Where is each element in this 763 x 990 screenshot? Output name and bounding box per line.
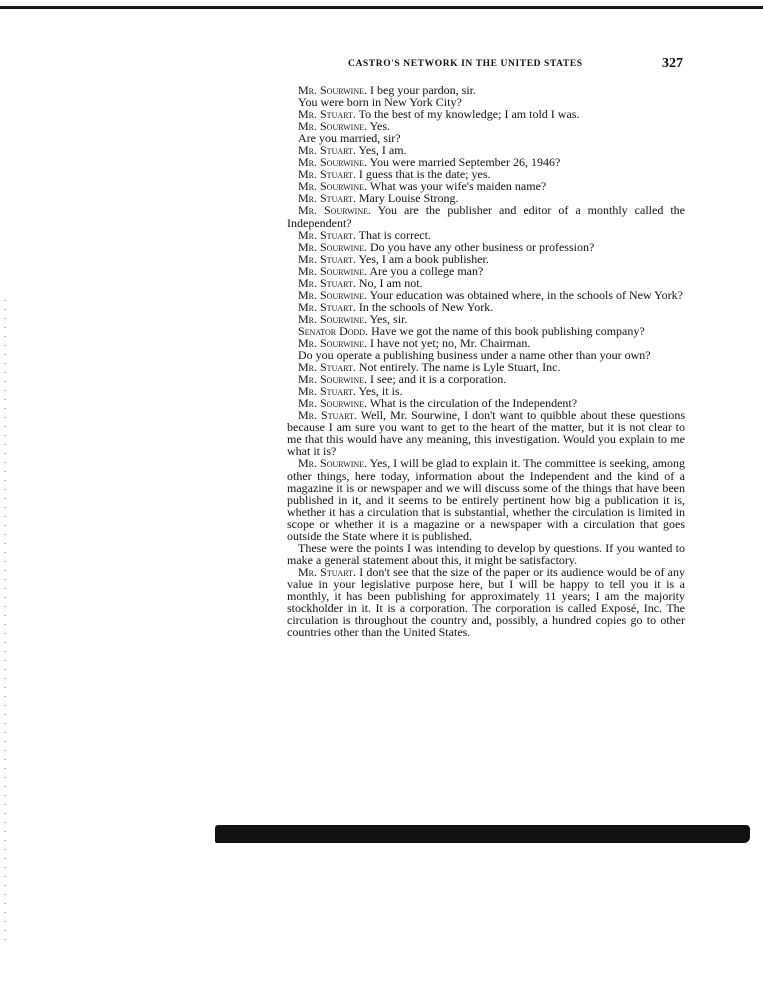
speaker-name: Mr. Sourwine. xyxy=(298,119,368,134)
paragraph-text: Are you a college man? xyxy=(369,263,484,278)
running-head: CASTRO'S NETWORK IN THE UNITED STATES xyxy=(348,59,583,69)
paragraph-text: Well, Mr. Sourwine, I don't want to quibble about these questions because I am sure you want to get to the heart of the matter, but it is not clear to me that this would have any meaning, this investigation. Would you explain to me what it is? xyxy=(287,408,686,459)
paragraph-text: Mary Louise Strong. xyxy=(358,191,459,206)
transcript-body xyxy=(287,84,685,638)
paragraph-text: To the best of my knowledge; I am told I was. xyxy=(358,107,580,122)
speaker-name: Senator Dodd. xyxy=(298,323,369,338)
paragraph-text: You were married September 26, 1946? xyxy=(369,155,561,170)
transcript-paragraph xyxy=(287,457,685,541)
speaker-name: Mr. Stuart. xyxy=(298,408,357,423)
speaker-name: Mr. Sourwine. xyxy=(298,155,368,170)
transcript-paragraph xyxy=(287,542,685,566)
paragraph-text: I don't see that the size of the paper or its audience would be of any value in your legislative purpose here, but I will be happy to tell you it is a monthly, it has been publishing for approximately 11 years; I am the majority stockholder in it. It is a corporation. The corporation is called Exposé, Inc. The circulation is throughout the country and, possibly, a hundred copies go to other countries other than the United States. xyxy=(287,564,685,640)
paragraph-text: Not entirely. The name is Lyle Stuart, Inc. xyxy=(358,360,561,375)
speaker-name: Mr. Sourwine. xyxy=(298,372,368,387)
paragraph-text: What is the circulation of the Independent? xyxy=(369,396,578,411)
paragraph-text: I guess that is the date; yes. xyxy=(358,167,491,182)
speaker-name: Mr. Stuart. xyxy=(298,564,357,579)
paragraph-text: Are you married, sir? xyxy=(298,131,401,146)
paragraph-text: No, I am not. xyxy=(358,275,423,290)
speaker-name: Mr. Stuart. xyxy=(298,143,356,158)
speaker-name: Mr. Stuart. xyxy=(298,360,356,375)
speaker-name: Mr. Stuart. xyxy=(298,107,356,122)
page-header xyxy=(348,56,683,74)
paragraph-text: I have not yet; no, Mr. Chairman. xyxy=(370,335,531,350)
margin-dots xyxy=(4,300,6,940)
paragraph-text: Yes, I am. xyxy=(358,143,407,158)
speaker-name: Mr. Sourwine. xyxy=(298,263,368,278)
transcript-paragraph xyxy=(287,409,685,457)
speaker-name: Mr. Sourwine. xyxy=(298,239,368,254)
speaker-name: Mr. Stuart. xyxy=(298,299,356,314)
speaker-name: Mr. Stuart. xyxy=(298,167,356,182)
paragraph-text: Do you operate a publishing business under a name other than your own? xyxy=(298,348,651,363)
paragraph-text: Have we got the name of this book publishing company? xyxy=(371,323,645,338)
paragraph-text: That is correct. xyxy=(358,227,431,242)
transcript-paragraph xyxy=(287,204,685,228)
speaker-name: Mr. Stuart. xyxy=(298,275,356,290)
speaker-name: Mr. Sourwine. xyxy=(298,83,368,97)
paragraph-text: In the schools of New York. xyxy=(358,299,494,314)
top-rule xyxy=(0,6,763,9)
paragraph-text: Do you have any other business or profession? xyxy=(370,239,595,254)
speaker-name: Mr. Sourwine. xyxy=(298,396,368,411)
speaker-name: Mr. Sourwine. xyxy=(298,335,368,350)
paragraph-text: I see; and it is a corporation. xyxy=(370,372,507,387)
speaker-name: Mr. Sourwine. xyxy=(298,287,368,302)
paragraph-text: Yes, sir. xyxy=(369,311,408,326)
paragraph-text: I beg your pardon, sir. xyxy=(370,83,476,97)
speaker-name: Mr. Sourwine. xyxy=(298,203,372,218)
speaker-name: Mr. Stuart. xyxy=(298,191,356,206)
transcript-paragraph xyxy=(287,566,685,638)
speaker-name: Mr. Stuart. xyxy=(298,251,356,266)
paragraph-text: Yes, I am a book publisher. xyxy=(358,251,489,266)
paragraph-text: Your education was obtained where, in the schools of New York? xyxy=(369,287,683,302)
paragraph-text: These were the points I was intending to develop by questions. If you wanted to make a general statement about this, it might be satisfactory. xyxy=(287,540,685,567)
speaker-name: Mr. Sourwine. xyxy=(298,179,368,194)
bottom-rule xyxy=(215,825,750,843)
paragraph-text: You were born in New York City? xyxy=(298,95,462,110)
speaker-name: Mr. Stuart. xyxy=(298,227,356,242)
page-number: 327 xyxy=(662,56,683,71)
paragraph-text: What was your wife's maiden name? xyxy=(369,179,547,194)
speaker-name: Mr. Sourwine. xyxy=(298,456,368,471)
speaker-name: Mr. Stuart. xyxy=(298,384,356,399)
paragraph-text: Yes, it is. xyxy=(358,384,403,399)
paragraph-text: Yes, I will be glad to explain it. The committee is seeking, among other things, here today, information about the Independent and the kind of a magazine it is or newspaper and we will discuss some of the things that have been published in it, and it seems to be entirely pertinent how big a publication it is, whether it has a circulation that is substantial, whether the circulation is limited in scope or whether it is a magazine or a newspaper with a circulation that goes outside the State where it is published. xyxy=(287,456,686,543)
paragraph-text: Yes. xyxy=(369,119,391,134)
speaker-name: Mr. Sourwine. xyxy=(298,311,368,326)
paragraph-text: You are the publisher and editor of a monthly called the Independent? xyxy=(287,203,685,230)
